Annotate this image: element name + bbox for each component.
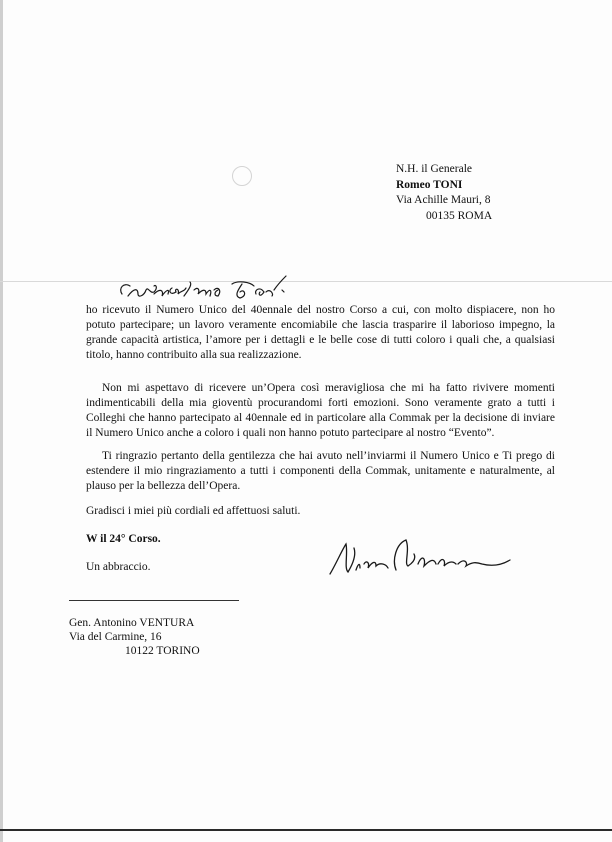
- sender-name: Gen. Antonino VENTURA: [69, 617, 195, 629]
- sender-city: 10122 TORINO: [125, 645, 200, 657]
- scan-bottom-edge: [0, 829, 612, 831]
- paragraph-1: ho ricevuto il Numero Unico del 40ennale del nostro Corso a cui, con molto dispiacere, non ho potuto partecipare; un lavoro veramente encomiabile che lascia trasparire il laborioso impegno, la grande capacità artistica, l’amore per i dettagli e le belle cose di tutti coloro i quali che, a qualsiasi titolo, hanno contribuito alla sua realizzazione.: [86, 304, 555, 361]
- handwritten-signature: [326, 534, 516, 580]
- scan-edge: [0, 0, 3, 842]
- recipient-city: 00135 ROMA: [426, 209, 493, 222]
- recipient-address: [396, 162, 492, 224]
- paragraph-3: Ti ringrazio pertanto della gentilezza che hai avuto nell’inviarmi il Numero Unico e Ti prego di estendere il mio ringraziamento a tutti i componenti della Commak, unitamente e naturalmente, al plauso per la bellezza dell’Opera.: [86, 450, 555, 492]
- closing-motto: W il 24° Corso.: [86, 533, 161, 545]
- sender-street: Via del Carmine, 16: [69, 631, 162, 643]
- punch-hole-mark: [232, 166, 252, 186]
- closing-greetings: Gradisci i miei più cordiali ed affettuosi saluti.: [86, 505, 301, 517]
- recipient-title: N.H. il Generale: [396, 163, 472, 175]
- recipient-name: Romeo TONI: [396, 178, 463, 191]
- signature-rule: [69, 600, 239, 601]
- recipient-street: Via Achille Mauri, 8: [396, 194, 491, 206]
- sender-address: [69, 616, 200, 658]
- paragraph-2: Non mi aspettavo di ricevere un’Opera così meravigliosa che mi ha fatto rivivere momenti indimenticabili della mia gioventù procurandomi forti emozioni. Sono veramente grato a tutti i Colleghi che hanno partecipato al 40ennale ed in particolare alla Commak per la decisione di inviare il Numero Unico anche a coloro i quali non hanno potuto partecipare al nostro “Evento”.: [86, 382, 555, 439]
- handwritten-salutation: [114, 270, 314, 306]
- closing-hug: Un abbraccio.: [86, 561, 151, 573]
